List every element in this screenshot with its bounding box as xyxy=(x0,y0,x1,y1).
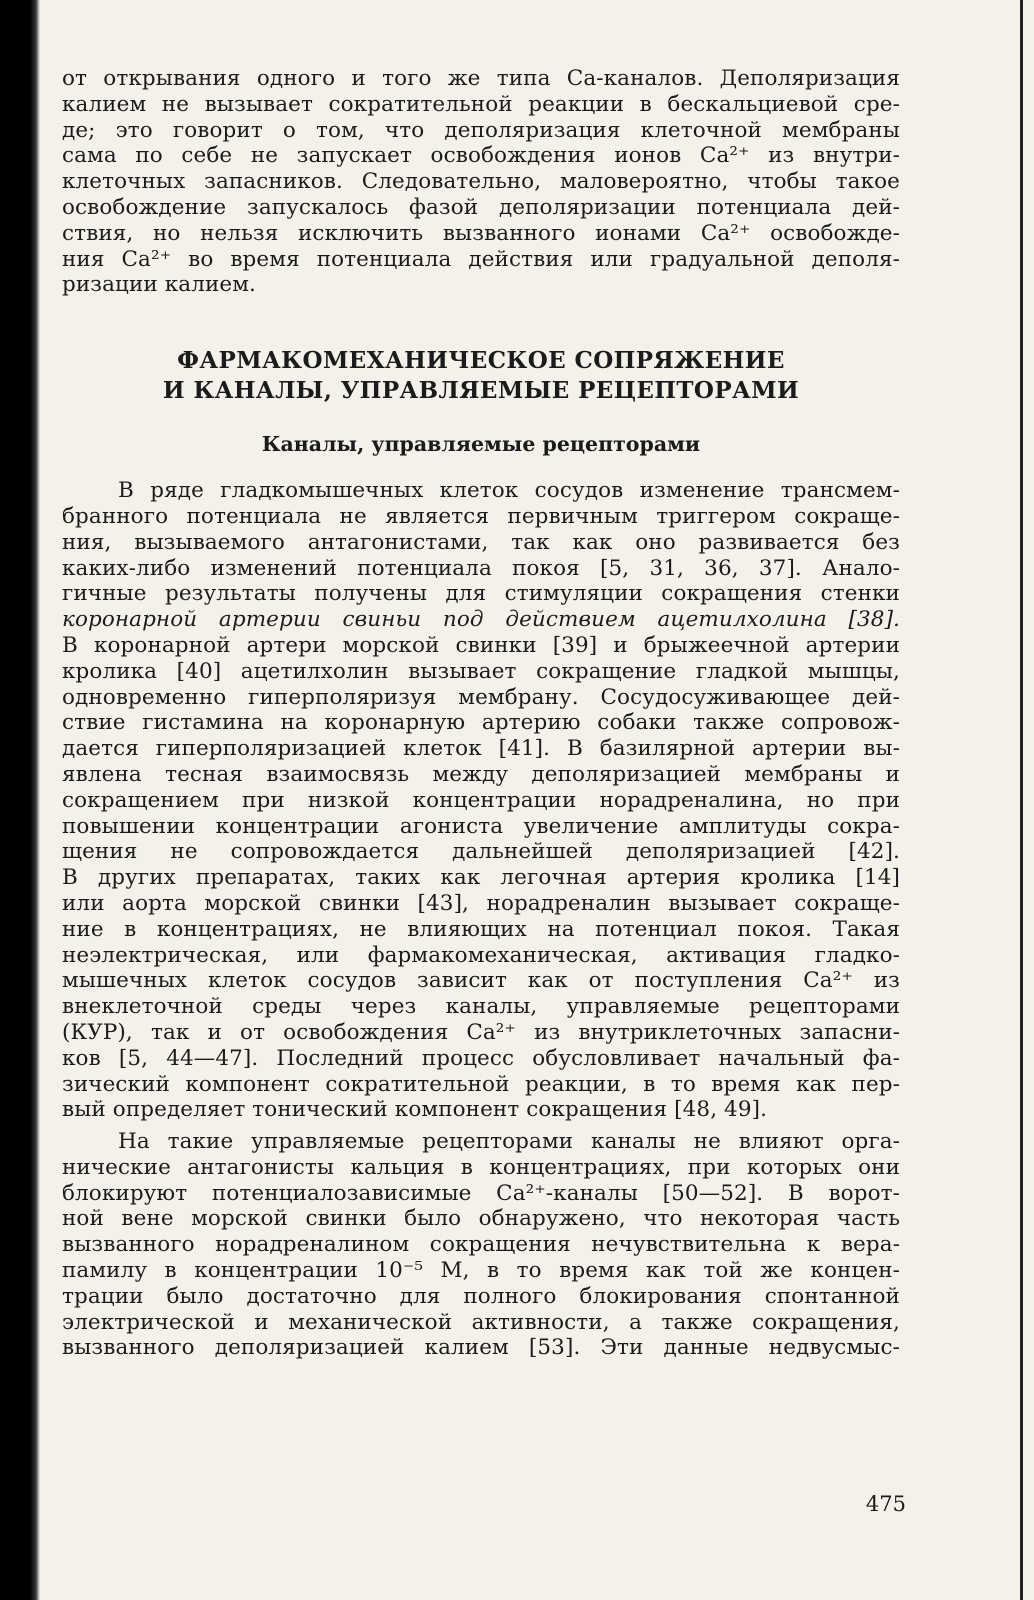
text-line: ствия, но нельзя исключить вызванного ионами Са²⁺ освобожде- xyxy=(62,220,900,246)
text-line: (КУР), так и от освобождения Са²⁺ из внутриклеточных запасни- xyxy=(62,1019,900,1045)
text-line: ния, вызываемого антагонистами, так как оно развивается без xyxy=(62,529,900,555)
text-line: щения не сопровождается дальнейшей деполяризацией [42]. xyxy=(62,839,900,865)
subheading: Каналы, управляемые рецепторами xyxy=(261,432,701,457)
text-line: ной вене морской свинки было обнаружено, что некоторая часть xyxy=(62,1206,900,1232)
text-line: мышечных клеток сосудов зависит как от поступления Са²⁺ из xyxy=(62,968,900,994)
text-line: повышении концентрации агониста увеличение амплитуды сокра- xyxy=(62,813,900,839)
text-line: калием не вызывает сократительной реакции в бескальциевой сре- xyxy=(62,91,900,117)
text-line: или аорта морской свинки [43], норадреналин вызывает сокраще- xyxy=(62,890,900,916)
text-line: освобождение запускалось фазой деполяризации потенциала дей- xyxy=(62,194,900,220)
text-line-italic: коронарной артерии свиньи под действием ацетилхолина [38]. xyxy=(62,607,900,633)
paragraph-intro xyxy=(62,66,900,298)
section-heading-line: И КАНАЛЫ, УПРАВЛЯЕМЫЕ РЕЦЕПТОРАМИ xyxy=(162,377,800,405)
paragraph-1 xyxy=(62,478,900,1123)
text-line: одновременно гиперполяризуя мембрану. Сосудосуживающее дей- xyxy=(62,684,900,710)
text-line: ние в концентрациях, не влияющих на потенциал покоя. Такая xyxy=(62,916,900,942)
text-line: явлена тесная взаимосвязь между деполяризацией мембраны и xyxy=(62,761,900,787)
page-number: 475 xyxy=(865,1492,906,1516)
text-line: кролика [40] ацетилхолин вызывает сокращение гладкой мышцы, xyxy=(62,658,900,684)
text-line: ствие гистамина на коронарную артерию собаки также сопровож- xyxy=(62,710,900,736)
text-line: вый определяет тонический компонент сокращения [48, 49]. xyxy=(62,1097,768,1123)
text-line: электрической и механической активности, а также сокращения, xyxy=(62,1309,900,1335)
text-line: бранного потенциала не является первичным триггером сокраще- xyxy=(62,503,900,529)
text-line: В ряде гладкомышечных клеток сосудов изменение трансмем- xyxy=(118,478,900,504)
text-line: ков [5, 44—47]. Последний процесс обусловливает начальный фа- xyxy=(62,1045,900,1071)
text-line: вызванного норадреналином сокращения нечувствительна к вера- xyxy=(62,1232,900,1258)
text-line: На такие управляемые рецепторами каналы не влияют орга- xyxy=(118,1129,900,1155)
text-line: В других препаратах, таких как легочная артерия кролика [14] xyxy=(62,865,900,891)
text-line: нические антагонисты кальция в концентрациях, при которых они xyxy=(62,1154,900,1180)
paragraph-2 xyxy=(62,1129,900,1361)
section-heading-line: ФАРМАКОМЕХАНИЧЕСКОЕ СОПРЯЖЕНИЕ xyxy=(177,347,785,375)
text-line: неэлектрическая, или фармакомеханическая, активация гладко- xyxy=(62,942,900,968)
text-line: гичные результаты получены для стимуляции сокращения стенки xyxy=(62,581,900,607)
text-line: от открывания одного и того же типа Са-каналов. Деполяризация xyxy=(62,66,900,91)
text-line: ния Са²⁺ во время потенциала действия или градуальной деполя- xyxy=(62,246,900,272)
text-line: сама по себе не запускает освобождения ионов Са²⁺ из внутри- xyxy=(62,143,900,169)
text-line: каких-либо изменений потенциала покоя [5, 31, 36, 37]. Анало- xyxy=(62,555,900,581)
text-line: сокращением при низкой концентрации норадреналина, но при xyxy=(62,787,900,813)
text-line: блокируют потенциалозависимые Са²⁺-каналы [50—52]. В ворот- xyxy=(62,1180,900,1206)
text-line: де; это говорит о том, что деполяризация клеточной мембраны xyxy=(62,117,900,143)
text-line: зический компонент сократительной реакции, в то время как пер- xyxy=(62,1071,900,1097)
text-column xyxy=(62,66,900,1361)
section-heading xyxy=(62,346,900,406)
text-line: внеклеточной среды через каналы, управляемые рецепторами xyxy=(62,994,900,1020)
text-line: дается гиперполяризацией клеток [41]. В базилярной артерии вы- xyxy=(62,736,900,762)
text-line: В коронарной артери морской свинки [39] и брыжеечной артерии xyxy=(62,632,900,658)
text-line: памилу в концентрации 10⁻⁵ М, в то время как той же концен- xyxy=(62,1258,900,1284)
text-line: клеточных запасников. Следовательно, маловероятно, чтобы такое xyxy=(62,169,900,195)
scan-dark-left-margin xyxy=(0,0,40,1600)
text-line: вызванного деполяризацией калием [53]. Эти данные недвусмыс- xyxy=(62,1335,900,1361)
text-line: трации было достаточно для полного блокирования спонтанной xyxy=(62,1283,900,1309)
text-line: ризации калием. xyxy=(62,272,256,298)
scan-right-edge-line xyxy=(1020,0,1023,1600)
